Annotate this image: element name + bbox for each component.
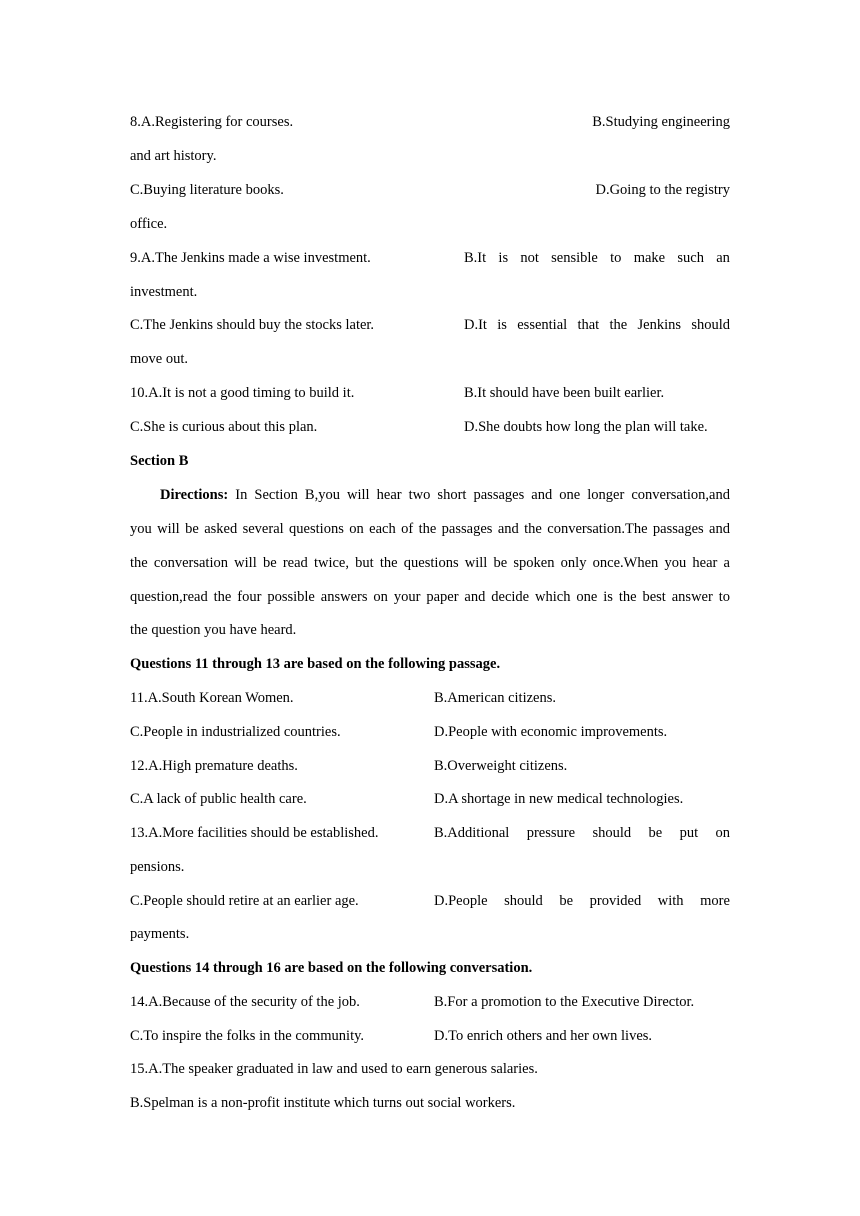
q11-option-c: C.People in industrialized countries. bbox=[130, 724, 341, 740]
word: D.It bbox=[464, 317, 487, 333]
word: more bbox=[700, 893, 730, 909]
q10-option-d: D.She doubts how long the plan will take. bbox=[464, 419, 708, 435]
word: be bbox=[559, 893, 574, 909]
q8-option-c: C.Buying literature books. bbox=[130, 182, 284, 198]
word: sensible bbox=[551, 250, 598, 266]
q13-option-b-continued: pensions. bbox=[130, 859, 185, 875]
word: to bbox=[610, 250, 622, 266]
q9-option-b bbox=[464, 249, 730, 267]
word: B.It bbox=[464, 250, 487, 266]
word: make bbox=[633, 250, 666, 266]
word: an bbox=[716, 250, 730, 266]
directions-line-3: the conversation will be read twice, but the questions will be spoken only once.When you hear a bbox=[130, 555, 730, 571]
directions-text: In Section B,you will hear two short passages and one longer conversation,and bbox=[228, 487, 730, 503]
q13-option-d bbox=[434, 892, 730, 910]
word: not bbox=[520, 250, 539, 266]
word: that bbox=[577, 317, 600, 333]
word: pressure bbox=[526, 825, 576, 841]
directions-label: Directions: bbox=[160, 487, 229, 503]
q9-option-a: 9.A.The Jenkins made a wise investment. bbox=[130, 250, 371, 266]
passage-heading: Questions 11 through 13 are based on the following passage. bbox=[130, 656, 501, 672]
q9-option-d-continued: move out. bbox=[130, 351, 188, 367]
word: B.Additional bbox=[434, 825, 510, 841]
word: should bbox=[592, 825, 632, 841]
word: on bbox=[715, 825, 730, 841]
conversation-heading: Questions 14 through 16 are based on the following conversation. bbox=[130, 960, 533, 976]
directions-line-2: you will be asked several questions on each of the passages and the conversation.The passages and bbox=[130, 521, 730, 537]
q12-option-c: C.A lack of public health care. bbox=[130, 791, 307, 807]
directions-line-1 bbox=[160, 486, 730, 504]
q13-option-a: 13.A.More facilities should be established. bbox=[130, 825, 379, 841]
word: with bbox=[657, 893, 684, 909]
q14-option-d: D.To enrich others and her own lives. bbox=[434, 1028, 653, 1044]
q13-option-d-continued: payments. bbox=[130, 926, 190, 942]
word: provided bbox=[589, 893, 642, 909]
q12-option-b: B.Overweight citizens. bbox=[434, 758, 568, 774]
word: should bbox=[504, 893, 543, 909]
q8-option-a: 8.A.Registering for courses. bbox=[130, 114, 294, 130]
word: such bbox=[677, 250, 704, 266]
q12-option-a: 12.A.High premature deaths. bbox=[130, 758, 298, 774]
q14-option-c: C.To inspire the folks in the community. bbox=[130, 1028, 365, 1044]
q13-option-c: C.People should retire at an earlier age. bbox=[130, 893, 359, 909]
q10-option-b: B.It should have been built earlier. bbox=[464, 385, 665, 401]
word: Jenkins bbox=[637, 317, 682, 333]
section-b-title: Section B bbox=[130, 453, 189, 469]
word: D.People bbox=[434, 893, 488, 909]
q13-option-b bbox=[434, 824, 730, 842]
word: should bbox=[691, 317, 730, 333]
q9-option-d bbox=[464, 316, 730, 334]
q11-option-d: D.People with economic improvements. bbox=[434, 724, 668, 740]
q11-option-b: B.American citizens. bbox=[434, 690, 556, 706]
word: the bbox=[609, 317, 628, 333]
word: be bbox=[648, 825, 663, 841]
q11-option-a: 11.A.South Korean Women. bbox=[130, 690, 294, 706]
q8-option-b-continued: and art history. bbox=[130, 148, 217, 164]
q10-option-a: 10.A.It is not a good timing to build it. bbox=[130, 385, 355, 401]
q15-option-a: 15.A.The speaker graduated in law and used to earn generous salaries. bbox=[130, 1061, 538, 1077]
q9-option-b-continued: investment. bbox=[130, 284, 198, 300]
q8-option-d: D.Going to the registry bbox=[595, 182, 730, 198]
word: essential bbox=[517, 317, 568, 333]
directions-line-5: the question you have heard. bbox=[130, 622, 297, 638]
q15-option-b: B.Spelman is a non-profit institute which turns out social workers. bbox=[130, 1095, 516, 1111]
word: put bbox=[679, 825, 699, 841]
q12-option-d: D.A shortage in new medical technologies. bbox=[434, 791, 684, 807]
q14-option-b: B.For a promotion to the Executive Director. bbox=[434, 994, 695, 1010]
word: is bbox=[498, 250, 509, 266]
q8-option-d-continued: office. bbox=[130, 216, 168, 232]
q10-option-c: C.She is curious about this plan. bbox=[130, 419, 318, 435]
directions-line-4: question,read the four possible answers on your paper and decide which one is the best answer to bbox=[130, 589, 730, 605]
q9-option-c: C.The Jenkins should buy the stocks later. bbox=[130, 317, 375, 333]
word: is bbox=[497, 317, 507, 333]
q8-option-b: B.Studying engineering bbox=[592, 114, 730, 130]
q14-option-a: 14.A.Because of the security of the job. bbox=[130, 994, 360, 1010]
